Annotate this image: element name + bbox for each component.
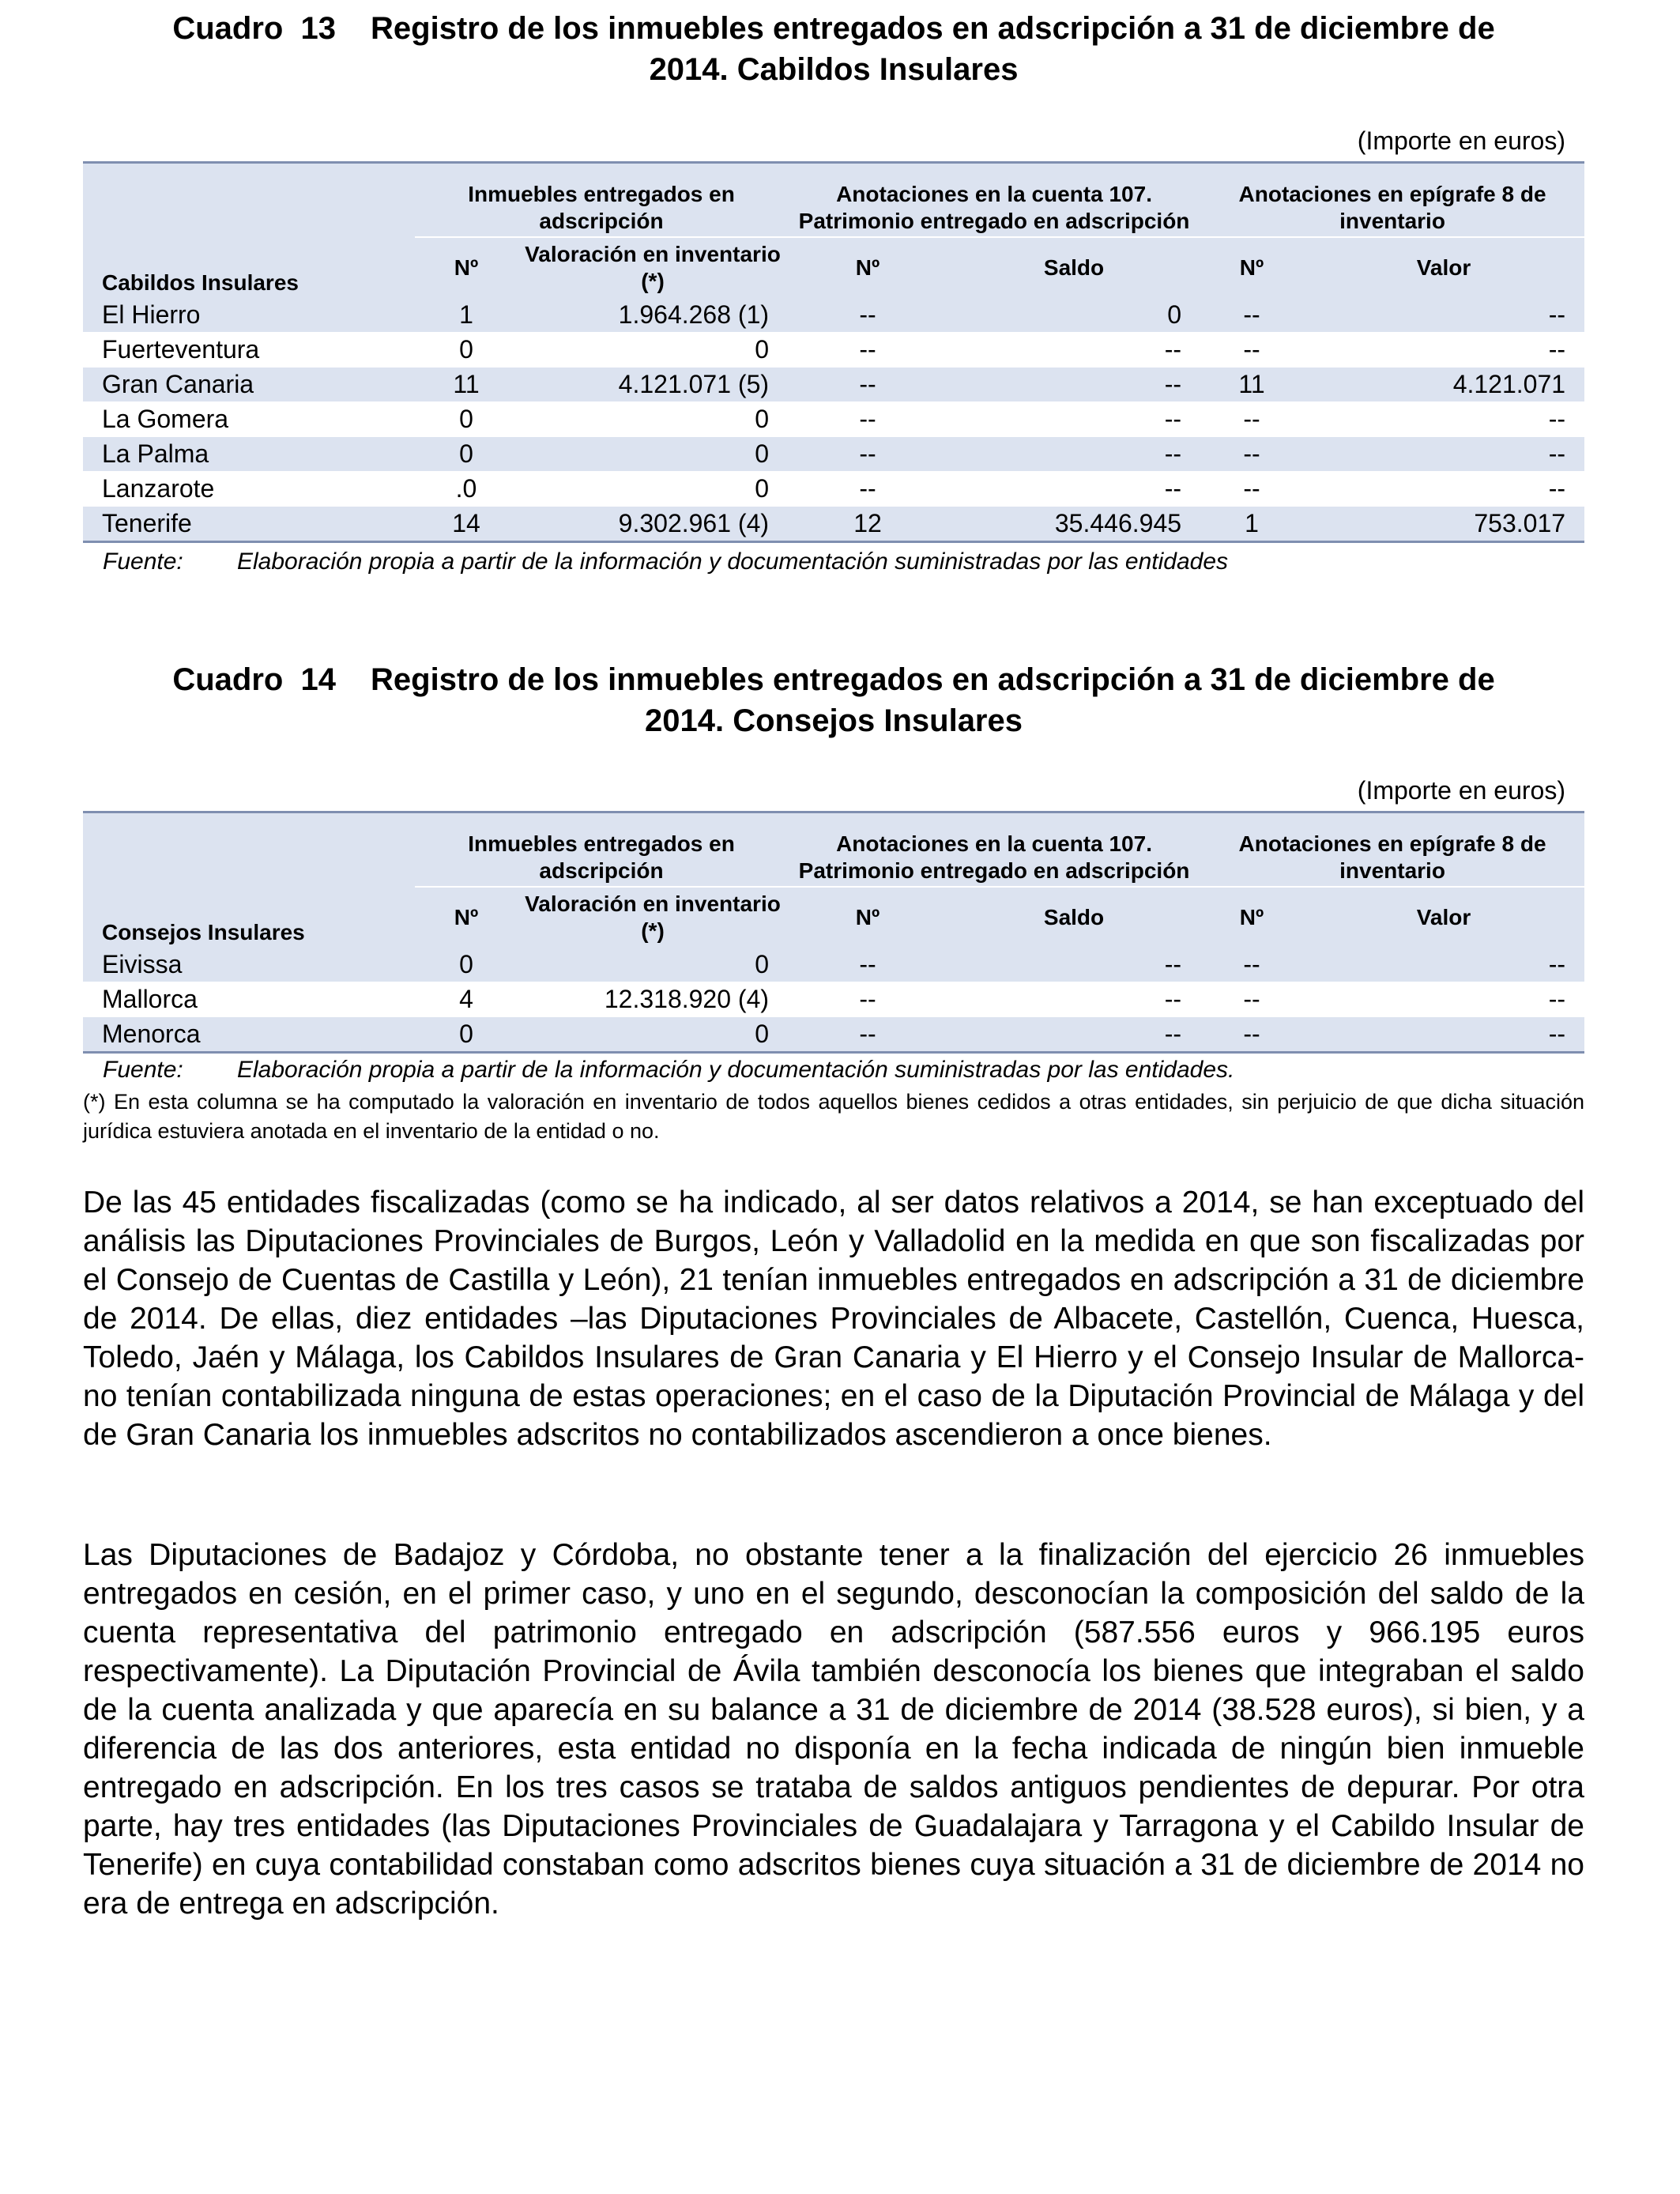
table-row (83, 437, 1584, 472)
cell-valoracion: 0 (518, 1017, 788, 1053)
cell-n1: 0 (415, 402, 518, 437)
group-header-inmuebles: Inmuebles entregados en adscripción (415, 163, 788, 238)
cell-n2: -- (788, 982, 947, 1017)
cell-n2: 12 (788, 507, 947, 542)
table-row (83, 298, 1584, 333)
caption-line-1 (83, 659, 1584, 700)
cell-saldo: 0 (947, 298, 1200, 333)
group-header-cuenta-107: Anotaciones en la cuenta 107. Patrimonio entregado en adscripción (788, 163, 1200, 238)
col-header-n: Nº (788, 237, 947, 298)
cell-valor: 753.017 (1303, 507, 1584, 542)
col-header-saldo: Saldo (947, 237, 1200, 298)
body-paragraph-2: Las Diputaciones de Badajoz y Córdoba, no obstante tener a la finalización del ejercicio 26 inmuebles entregados en cesión, en el primer caso, y uno en el segundo, desconocían la composición del saldo de la cuenta representativa del patrimonio entregado en adscripción (587.556 euros y 966.195 euros respectivamente). La Diputación Provincial de Ávila también desconocía los bienes que integraban el saldo de la cuenta analizada y que aparecía en su balance a 31 de diciembre de 2014 (38.528 euros), si bien, y a diferencia de las dos anteriores, esta entidad no disponía en la fecha indicada de ningún bien inmueble entregado en adscripción. En los tres casos se trataba de saldos antiguos pendientes de depurar. Por otra parte, hay tres entidades (las Diputaciones Provinciales de Guadalajara y Tarragona y el Cabildo Insular de Tenerife) en cuya contabilidad constaban como adscritos bienes cuya situación a 31 de diciembre de 2014 no era de entrega en adscripción. (83, 1538, 1584, 1921)
cell-valoracion: 0 (518, 402, 788, 437)
table-row (83, 982, 1584, 1017)
cell-n1: 0 (415, 948, 518, 982)
cell-n1: .0 (415, 472, 518, 507)
source-note (103, 548, 1228, 575)
cell-n1: 0 (415, 437, 518, 472)
col-header-valoracion: Valoración en inventario (*) (518, 887, 788, 948)
cell-saldo: -- (947, 333, 1200, 368)
cuadro-14-table (83, 811, 1584, 1054)
cell-saldo: -- (947, 368, 1200, 402)
cell-saldo: -- (947, 948, 1200, 982)
cell-n2: -- (788, 333, 947, 368)
group-header-epigrafe-8: Anotaciones en epígrafe 8 de inventario (1200, 812, 1584, 888)
cell-n3: 11 (1200, 368, 1303, 402)
source-text: Elaboración propia a partir de la información y documentación suministradas por las entidades. (237, 1057, 1235, 1083)
cell-n3: -- (1200, 437, 1303, 472)
source-label: Fuente: (103, 548, 183, 575)
cell-valoracion: 1.964.268 (1) (518, 298, 788, 333)
table-row (83, 402, 1584, 437)
cell-n2: -- (788, 437, 947, 472)
caption-number: Cuadro 13 (172, 11, 337, 46)
cell-valoracion: 4.121.071 (5) (518, 368, 788, 402)
cell-saldo: -- (947, 1017, 1200, 1053)
col-header-saldo: Saldo (947, 887, 1200, 948)
cell-name: Tenerife (83, 507, 415, 542)
cell-n3: 1 (1200, 507, 1303, 542)
cell-n3: -- (1200, 472, 1303, 507)
cell-name: La Gomera (83, 402, 415, 437)
table-row (83, 368, 1584, 402)
cell-n3: -- (1200, 948, 1303, 982)
col-header-n: Nº (1200, 887, 1303, 948)
cell-valor: -- (1303, 982, 1584, 1017)
cell-valoracion: 0 (518, 948, 788, 982)
cell-valoracion: 0 (518, 472, 788, 507)
cell-n3: -- (1200, 333, 1303, 368)
cell-valor: -- (1303, 948, 1584, 982)
col-header-valor: Valor (1303, 237, 1584, 298)
table-row (83, 1017, 1584, 1053)
col-header-n: Nº (415, 237, 518, 298)
cell-valoracion: 9.302.961 (4) (518, 507, 788, 542)
col-header-n: Nº (415, 887, 518, 948)
cuadro-13-table (83, 161, 1584, 543)
cell-valor: -- (1303, 402, 1584, 437)
units-note: (Importe en euros) (1357, 126, 1565, 155)
cell-name: Lanzarote (83, 472, 415, 507)
cell-n2: -- (788, 948, 947, 982)
cell-valor: -- (1303, 472, 1584, 507)
source-label: Fuente: (103, 1057, 183, 1083)
caption-number: Cuadro 14 (172, 662, 337, 697)
cell-n2: -- (788, 368, 947, 402)
cell-name: Fuerteventura (83, 333, 415, 368)
cell-n1: 0 (415, 1017, 518, 1053)
caption-line-1 (83, 8, 1584, 49)
cell-valoracion: 12.318.920 (4) (518, 982, 788, 1017)
table-row (83, 472, 1584, 507)
cell-n1: 1 (415, 298, 518, 333)
cell-name: El Hierro (83, 298, 415, 333)
caption-line-2: 2014. Consejos Insulares (644, 703, 1023, 738)
cell-n2: -- (788, 1017, 947, 1053)
col-header-n: Nº (1200, 237, 1303, 298)
group-header-inmuebles: Inmuebles entregados en adscripción (415, 812, 788, 888)
cell-n1: 0 (415, 333, 518, 368)
cell-n3: -- (1200, 298, 1303, 333)
cell-name: Mallorca (83, 982, 415, 1017)
cell-saldo: -- (947, 472, 1200, 507)
cuadro-13-caption (83, 8, 1584, 90)
cell-saldo: -- (947, 982, 1200, 1017)
cell-valor: -- (1303, 437, 1584, 472)
units-note: (Importe en euros) (1357, 776, 1565, 805)
source-text: Elaboración propia a partir de la información y documentación suministradas por las entidades (237, 548, 1229, 575)
table-row (83, 507, 1584, 542)
cell-valor: -- (1303, 298, 1584, 333)
cell-name: La Palma (83, 437, 415, 472)
group-header-cuenta-107: Anotaciones en la cuenta 107. Patrimonio entregado en adscripción (788, 812, 1200, 888)
cell-n1: 11 (415, 368, 518, 402)
source-note (103, 1057, 1234, 1084)
cell-valoracion: 0 (518, 437, 788, 472)
body-paragraph-1: De las 45 entidades fiscalizadas (como se ha indicado, al ser datos relativos a 2014, se han exceptuado del análisis las Diputaciones Provinciales de Burgos, León y Valladolid en la medida en que son fiscalizadas por el Consejo de Cuentas de Castilla y León), 21 tenían inmuebles entregados en adscripción a 31 de diciembre de 2014. De ellas, diez entidades –las Diputaciones Provinciales de Albacete, Castellón, Cuenca, Huesca, Toledo, Jaén y Málaga, los Cabildos Insulares de Gran Canaria y El Hierro y el Consejo Insular de Mallorca- no tenían contabilizada ninguna de estas operaciones; en el caso de la Diputación Provincial de Málaga y del de Gran Canaria los inmuebles adscritos no contabilizados ascendieron a once bienes. (83, 1186, 1584, 1452)
cell-name: Menorca (83, 1017, 415, 1053)
cell-n3: -- (1200, 1017, 1303, 1053)
cell-name: Eivissa (83, 948, 415, 982)
cell-name: Gran Canaria (83, 368, 415, 402)
cell-n3: -- (1200, 982, 1303, 1017)
cell-n2: -- (788, 472, 947, 507)
row-header: Cabildos Insulares (83, 163, 415, 299)
cell-saldo: -- (947, 437, 1200, 472)
cell-n1: 14 (415, 507, 518, 542)
cell-n1: 4 (415, 982, 518, 1017)
cell-valor: -- (1303, 333, 1584, 368)
cell-valor: 4.121.071 (1303, 368, 1584, 402)
cell-valoracion: 0 (518, 333, 788, 368)
group-header-epigrafe-8: Anotaciones en epígrafe 8 de inventario (1200, 163, 1584, 238)
row-header: Consejos Insulares (83, 812, 415, 948)
cell-n2: -- (788, 298, 947, 333)
footnote: (*) En esta columna se ha computado la valoración en inventario de todos aquellos bienes cedidos a otras entidades, sin perjuicio de que dicha situación jurídica estuviera anotada en el inventario de la entidad o no. (83, 1090, 1584, 1143)
cell-saldo: -- (947, 402, 1200, 437)
cell-n2: -- (788, 402, 947, 437)
table-row (83, 333, 1584, 368)
caption-line-2: 2014. Cabildos Insulares (649, 52, 1019, 87)
cell-saldo: 35.446.945 (947, 507, 1200, 542)
col-header-valoracion: Valoración en inventario (*) (518, 237, 788, 298)
col-header-n: Nº (788, 887, 947, 948)
caption-title: Registro de los inmuebles entregados en adscripción a 31 de diciembre de (371, 662, 1495, 697)
table-row (83, 948, 1584, 982)
col-header-valor: Valor (1303, 887, 1584, 948)
cell-valor: -- (1303, 1017, 1584, 1053)
cuadro-14-caption (83, 659, 1584, 741)
caption-title: Registro de los inmuebles entregados en adscripción a 31 de diciembre de (371, 11, 1495, 46)
cell-n3: -- (1200, 402, 1303, 437)
